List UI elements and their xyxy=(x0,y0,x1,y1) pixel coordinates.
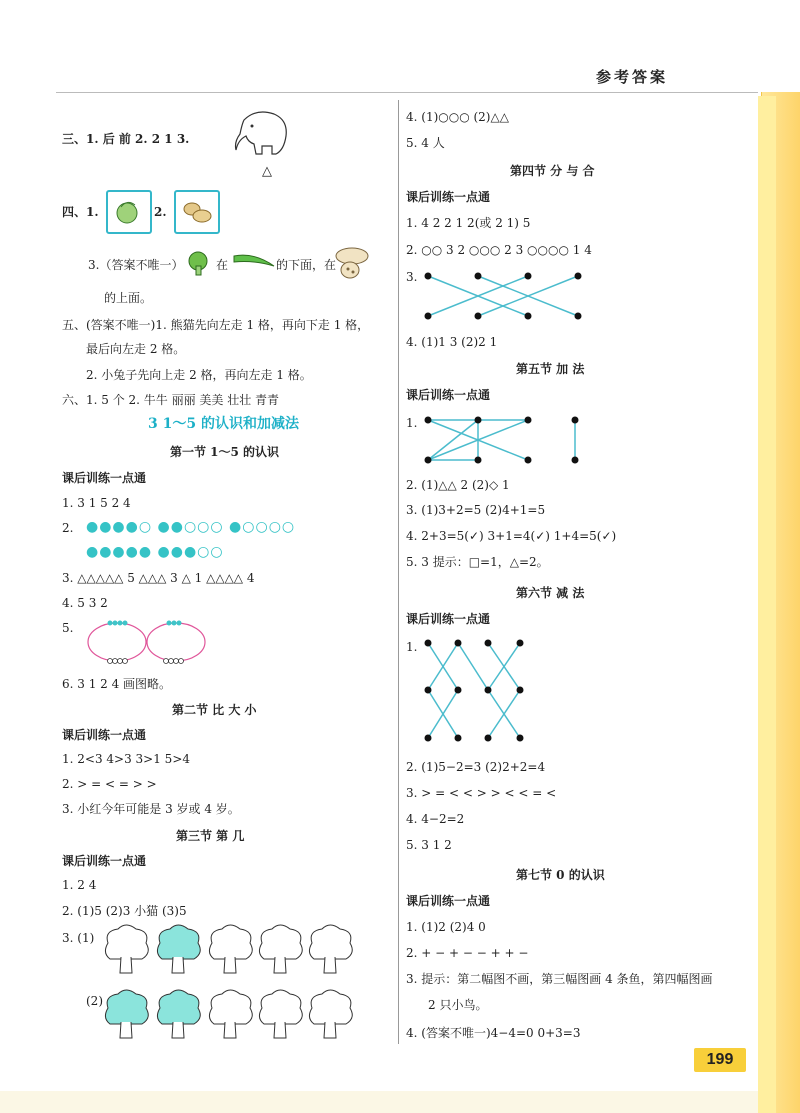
sec2-q2: 2. > = < = > > xyxy=(62,777,157,791)
sec6-q1: 1. xyxy=(406,640,418,654)
tree-icon xyxy=(105,925,148,973)
sec7-q3b: 2 只小鸟。 xyxy=(428,998,488,1012)
sec6-q2: 2. (1)5−2=3 (2)2+2=4 xyxy=(406,760,546,774)
tree-icon xyxy=(309,990,352,1038)
sec4-q1: 1. 4 2 2 1 2(或 2 1) 5 xyxy=(406,216,531,230)
sec5-q3: 3. (1)3+2=5 (2)4+1=5 xyxy=(406,503,546,517)
tree-icon xyxy=(209,990,252,1038)
answer-5-2: 2. 小兔子先向上走 2 格，再向左走 1 格。 xyxy=(86,368,312,382)
sec4-q4: 4. (1)1 3 (2)2 1 xyxy=(406,335,498,349)
section-6-title: 第六节 减 法 xyxy=(516,586,585,600)
sec6-q3: 3. > = < < > > < < = < xyxy=(406,786,557,800)
matching-diagram-1 xyxy=(420,268,590,320)
sec1-q2-dots-a: ●●●●○ ●●○○○ ●○○○○ xyxy=(86,519,296,535)
answer-5-1a: 五、(答案不唯一)1. 熊猫先向左走 1 格，再向下走 1 格， xyxy=(62,318,370,332)
answer-4-1: 四、1. xyxy=(62,205,99,219)
tree-icon xyxy=(259,925,302,973)
right-q5: 5. 4 人 xyxy=(406,136,445,150)
sec2-q1: 1. 2<3 4>3 3>1 5>4 xyxy=(62,752,191,766)
triangle-mark: △ xyxy=(262,164,272,179)
page-header: 参考答案 xyxy=(596,68,669,86)
tree-icon xyxy=(209,925,252,973)
sec3-q3-2: (2) xyxy=(86,994,103,1008)
section-2-title: 第二节 比 大 小 xyxy=(172,703,257,717)
matching-diagram-2 xyxy=(420,412,590,466)
page-number: 199 xyxy=(694,1048,746,1072)
answer-4-3c: 的下面，在 xyxy=(276,258,337,272)
answer-4-3b: 在 xyxy=(216,258,229,272)
sec3-q2: 2. (1)5 (2)3 小猫 (3)5 xyxy=(62,904,187,918)
tree-icon xyxy=(157,990,200,1038)
right-q4: 4. (1)○○○ (2)△△ xyxy=(406,110,509,124)
page-edge-inner xyxy=(758,96,776,1113)
section-1-title: 第一节 1～5 的认识 xyxy=(170,445,280,459)
section-5-title: 第五节 加 法 xyxy=(516,362,585,376)
sec1-q5: 5. xyxy=(62,621,74,635)
answer-4-3d: 的上面。 xyxy=(104,291,153,305)
sec1-q3: 3. △△△△△ 5 △△△ 3 △ 1 △△△△ 4 xyxy=(62,571,255,585)
sec4-q3: 3. xyxy=(406,270,418,284)
section-2-subtitle: 课后训练一点通 xyxy=(62,728,147,742)
answer-3-1: 三、1. 后 前 2. 2 1 3. xyxy=(62,132,190,146)
sec1-q1: 1. 3 1 5 2 4 xyxy=(62,496,131,510)
answer-4-2: 2. xyxy=(154,205,167,219)
section-3-title: 第三节 第 几 xyxy=(176,829,245,843)
sec6-q5: 5. 3 1 2 xyxy=(406,838,452,852)
tree-icon xyxy=(259,990,302,1038)
tree-icon xyxy=(105,990,148,1038)
sec5-q1: 1. xyxy=(406,416,418,430)
sec5-q5: 5. 3 提示：□=1，△=2。 xyxy=(406,555,549,569)
section-4-subtitle: 课后训练一点通 xyxy=(406,190,491,204)
section-7-title: 第七节 0 的认识 xyxy=(516,868,605,882)
tree-icon xyxy=(157,925,200,973)
sec5-q4: 4. 2+3=5(✓) 3+1=4(✓) 1+4=5(✓) xyxy=(406,529,617,543)
section-1-subtitle: 课后训练一点通 xyxy=(62,471,147,485)
section-7-subtitle: 课后训练一点通 xyxy=(406,894,491,908)
unit-title: 3 1～5 的认识和加减法 xyxy=(148,416,299,432)
section-6-subtitle: 课后训练一点通 xyxy=(406,612,491,626)
section-4-title: 第四节 分 与 合 xyxy=(510,164,595,178)
sec3-q1: 1. 2 4 xyxy=(62,878,97,892)
section-3-subtitle: 课后训练一点通 xyxy=(62,854,147,868)
sec4-q2: 2. ○○ 3 2 ○○○ 2 3 ○○○○ 1 4 xyxy=(406,243,592,257)
sec1-q6: 6. 3 1 2 4 画图略。 xyxy=(62,677,172,691)
sec6-q4: 4. 4−2=2 xyxy=(406,812,465,826)
sec7-q4: 4. (答案不唯一)4−4=0 0+3=3 xyxy=(406,1026,581,1040)
sec2-q3: 3. 小红今年可能是 3 岁或 4 岁。 xyxy=(62,802,240,816)
answer-4-3a: 3.（答案不唯一） xyxy=(88,258,184,272)
tree-icon xyxy=(309,925,352,973)
sec7-q1: 1. (1)2 (2)4 0 xyxy=(406,920,486,934)
matching-diagram-3 xyxy=(420,638,530,748)
sec1-q2: 2. xyxy=(62,521,74,535)
section-5-subtitle: 课后训练一点通 xyxy=(406,388,491,402)
sec3-q3-1: 3. (1) xyxy=(62,931,95,945)
answer-5-1b: 最后向左走 2 格。 xyxy=(86,342,186,356)
sec1-q4: 4. 5 3 2 xyxy=(62,596,108,610)
sec7-q3a: 3. 提示：第二幅图不画，第三幅图画 4 条鱼，第四幅图画 xyxy=(406,972,713,986)
sec5-q2: 2. (1)△△ 2 (2)◇ 1 xyxy=(406,478,510,492)
sec7-q2: 2. + − + − − + + − xyxy=(406,946,529,960)
answer-6: 六、1. 5 个 2. 牛牛 丽丽 美美 壮壮 青青 xyxy=(62,393,280,407)
sec1-q2-dots-b: ●●●●● ●●●○○ xyxy=(86,544,224,560)
